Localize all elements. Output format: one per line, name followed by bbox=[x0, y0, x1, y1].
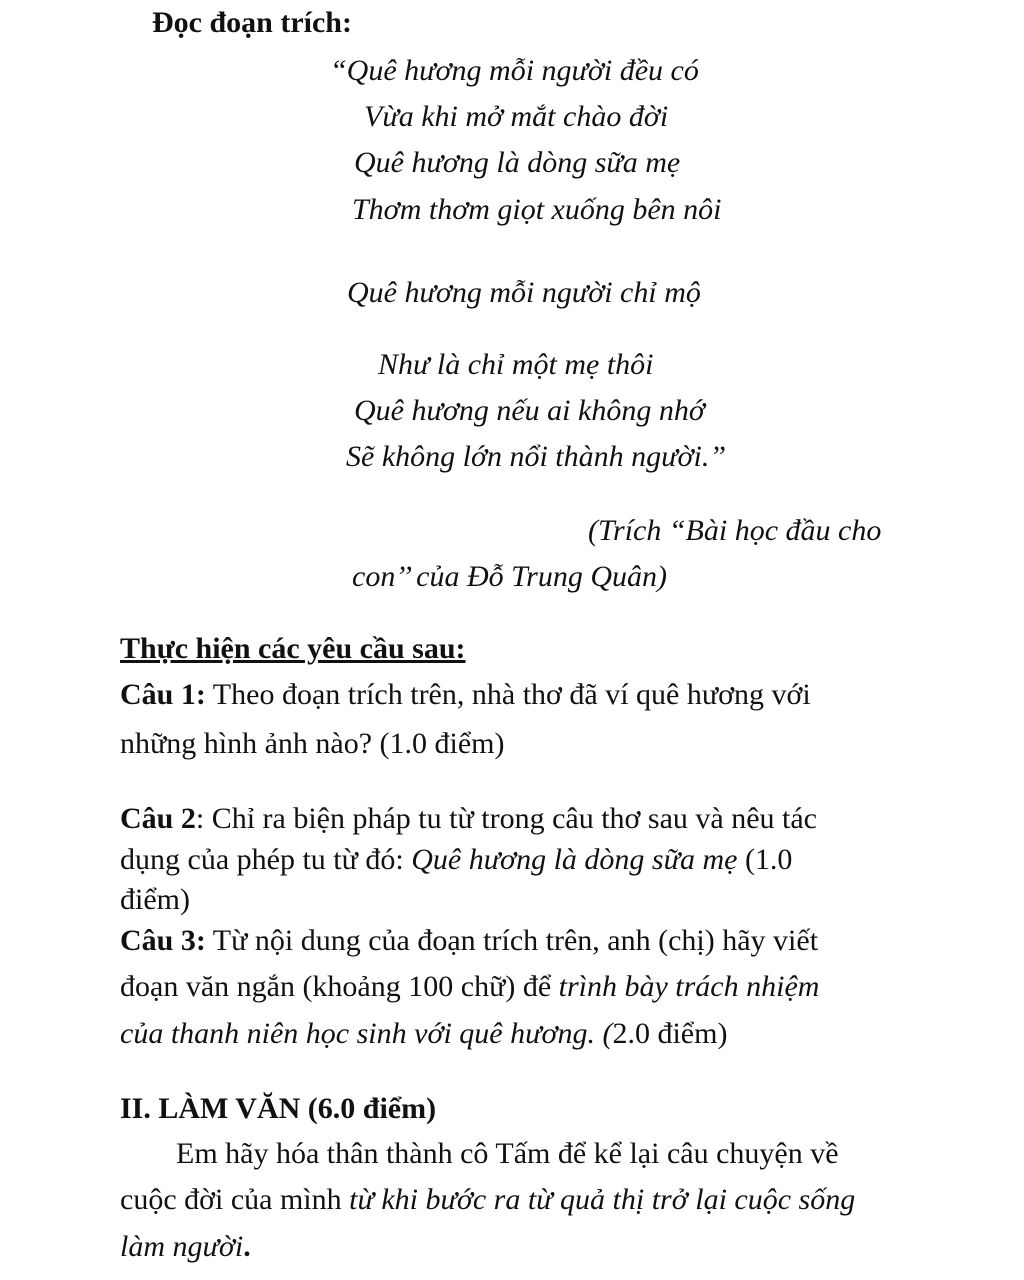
question-2-quote: Quê hương là dòng sữa mẹ bbox=[411, 843, 738, 876]
question-1-label: Câu 1: bbox=[120, 678, 206, 711]
question-2-line-2 bbox=[120, 843, 792, 877]
essay-italic-a: từ khi bước ra từ quả thị trở lại cuộc sống bbox=[349, 1183, 856, 1216]
poem-line-1: “Quê hương mỗi người đều có bbox=[330, 54, 699, 87]
question-3-line-1 bbox=[120, 924, 818, 958]
essay-italic-b: làm người bbox=[120, 1230, 244, 1263]
question-3-line-2 bbox=[120, 970, 819, 1004]
question-3-italic-b: của thanh niên học sinh với quê hương. ( bbox=[120, 1017, 613, 1050]
poem-line-7: Quê hương nếu ai không nhớ bbox=[354, 394, 705, 427]
question-1-line-1 bbox=[120, 678, 811, 712]
tasks-heading: Thực hiện các yêu cầu sau: bbox=[120, 632, 466, 665]
section-2-heading: II. LÀM VĂN (6.0 điểm) bbox=[120, 1092, 437, 1125]
question-1-text: Theo đoạn trích trên, nhà thơ đã ví quê hương với bbox=[205, 678, 811, 711]
poem-line-2: Vừa khi mở mắt chào đời bbox=[364, 100, 669, 133]
essay-text-a: cuộc đời của mình bbox=[120, 1183, 350, 1216]
question-1-line-2: những hình ảnh nào? (1.0 điểm) bbox=[120, 727, 505, 760]
question-2-text-b: (1.0 bbox=[737, 843, 793, 876]
question-3-points: 2.0 điểm) bbox=[612, 1017, 728, 1050]
essay-line-3 bbox=[120, 1230, 251, 1264]
essay-line-1: Em hãy hóa thân thành cô Tấm để kể lại câu chuyện về bbox=[176, 1137, 839, 1170]
question-2-text-a: dụng của phép tu từ đó: bbox=[120, 843, 412, 876]
question-3-text-a: đoạn văn ngắn (khoảng 100 chữ) để bbox=[120, 970, 559, 1003]
poem-line-8: Sẽ không lớn nổi thành người.” bbox=[346, 440, 727, 473]
question-3-text: Từ nội dung của đoạn trích trên, anh (chị) hãy viết bbox=[205, 924, 819, 957]
question-3-label: Câu 3: bbox=[120, 924, 206, 957]
question-3-italic-a: trình bày trách nhiệm bbox=[558, 970, 820, 1003]
question-2-text: : Chỉ ra biện pháp tu từ trong câu thơ sau và nêu tác bbox=[195, 802, 817, 835]
poem-line-4: Thơm thơm giọt xuống bên nôi bbox=[352, 193, 722, 226]
poem-line-6: Như là chỉ một mẹ thôi bbox=[378, 348, 654, 381]
reading-heading: Đọc đoạn trích: bbox=[152, 6, 352, 39]
poem-source-line-2: con’’ của Đỗ Trung Quân) bbox=[352, 560, 667, 593]
essay-line-2 bbox=[120, 1183, 855, 1217]
question-2-line-3: điểm) bbox=[120, 883, 190, 916]
question-2-label: Câu 2 bbox=[120, 802, 196, 835]
poem-line-5: Quê hương mỗi người chỉ mộ bbox=[347, 276, 701, 309]
poem-source-line-1: (Trích “Bài học đầu cho bbox=[588, 514, 882, 547]
question-3-line-3 bbox=[120, 1017, 727, 1051]
poem-line-3: Quê hương là dòng sữa mẹ bbox=[354, 146, 681, 179]
essay-period: . bbox=[243, 1230, 251, 1263]
question-2-line-1 bbox=[120, 802, 817, 836]
